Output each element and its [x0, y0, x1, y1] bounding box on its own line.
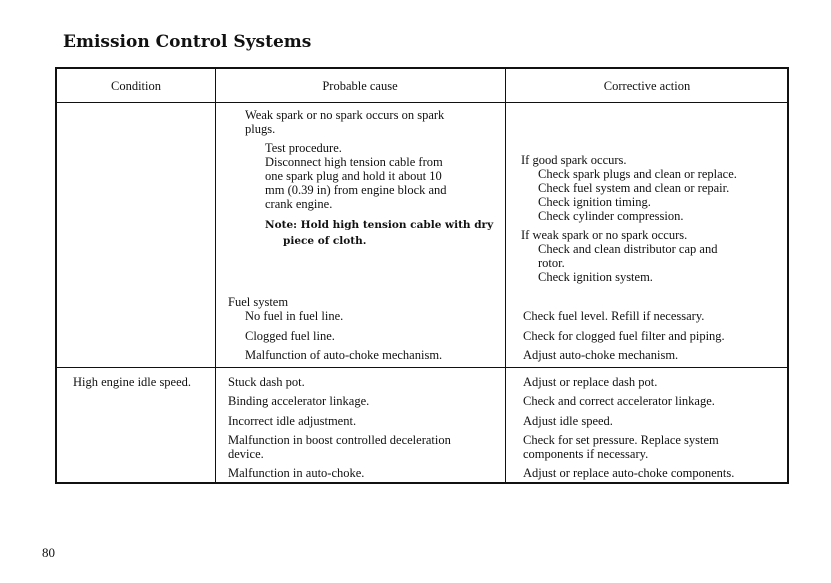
test-procedure-step: mm (0.39 in) from engine block and [265, 183, 447, 197]
test-procedure-step: crank engine. [265, 197, 333, 211]
cause-boost-device: Malfunction in boost controlled deceleration [228, 433, 451, 447]
column-divider [505, 69, 506, 482]
action-set-pressure: Check for set pressure. Replace system [523, 433, 719, 447]
header-condition: Condition [110, 79, 161, 93]
cause-weak-spark: Weak spark or no spark occurs on spark [245, 108, 445, 122]
test-note-cont: piece of cloth. [283, 235, 367, 247]
action-fuel-filter: Check for clogged fuel filter and piping. [523, 329, 725, 343]
action-step: Check ignition system. [538, 270, 653, 284]
action-weak-spark: If weak spark or no spark occurs. [521, 228, 688, 242]
action-set-pressure-cont: components if necessary. [523, 447, 649, 461]
cause-no-fuel: No fuel in fuel line. [245, 309, 344, 323]
condition-high-idle: High engine idle speed. [73, 375, 192, 389]
cause-autochoke-malfunction: Malfunction in auto-choke. [228, 466, 365, 480]
cause-idle-adjustment: Incorrect idle adjustment. [228, 414, 357, 428]
cause-boost-device-cont: device. [228, 447, 264, 461]
action-step: Check and clean distributor cap and [538, 242, 718, 256]
action-step: Check spark plugs and clean or replace. [538, 167, 737, 181]
action-step: rotor. [538, 256, 565, 270]
cause-weak-spark-cont: plugs. [245, 122, 276, 136]
test-note: Note: Hold high tension cable with dry [265, 219, 494, 231]
action-step: Check cylinder compression. [538, 209, 684, 223]
action-dash-pot: Adjust or replace dash pot. [523, 375, 658, 389]
action-step: Check ignition timing. [538, 195, 651, 209]
header-probable-cause: Probable cause [322, 79, 398, 93]
troubleshooting-table [55, 67, 789, 484]
action-linkage: Check and correct accelerator linkage. [523, 394, 715, 408]
column-divider [215, 69, 216, 482]
action-autochoke: Adjust auto-choke mechanism. [523, 348, 679, 362]
cause-dash-pot: Stuck dash pot. [228, 375, 305, 389]
row-divider [57, 367, 787, 368]
action-autochoke-components: Adjust or replace auto-choke components. [523, 466, 735, 480]
action-fuel-level: Check fuel level. Refill if necessary. [523, 309, 705, 323]
header-corrective-action: Corrective action [603, 79, 691, 93]
fuel-system-label: Fuel system [228, 295, 289, 309]
test-procedure-label: Test procedure. [265, 141, 342, 155]
test-procedure-step: one spark plug and hold it about 10 [265, 169, 442, 183]
action-idle-speed: Adjust idle speed. [523, 414, 613, 428]
action-step: Check fuel system and clean or repair. [538, 181, 730, 195]
header-divider [57, 102, 787, 103]
cause-linkage: Binding accelerator linkage. [228, 394, 370, 408]
test-procedure-step: Disconnect high tension cable from [265, 155, 443, 169]
action-good-spark: If good spark occurs. [521, 153, 627, 167]
page-title: Emission Control Systems [63, 32, 312, 52]
cause-autochoke: Malfunction of auto-choke mechanism. [245, 348, 443, 362]
page-number: 80 [42, 545, 55, 560]
cause-clogged-fuel: Clogged fuel line. [245, 329, 335, 343]
